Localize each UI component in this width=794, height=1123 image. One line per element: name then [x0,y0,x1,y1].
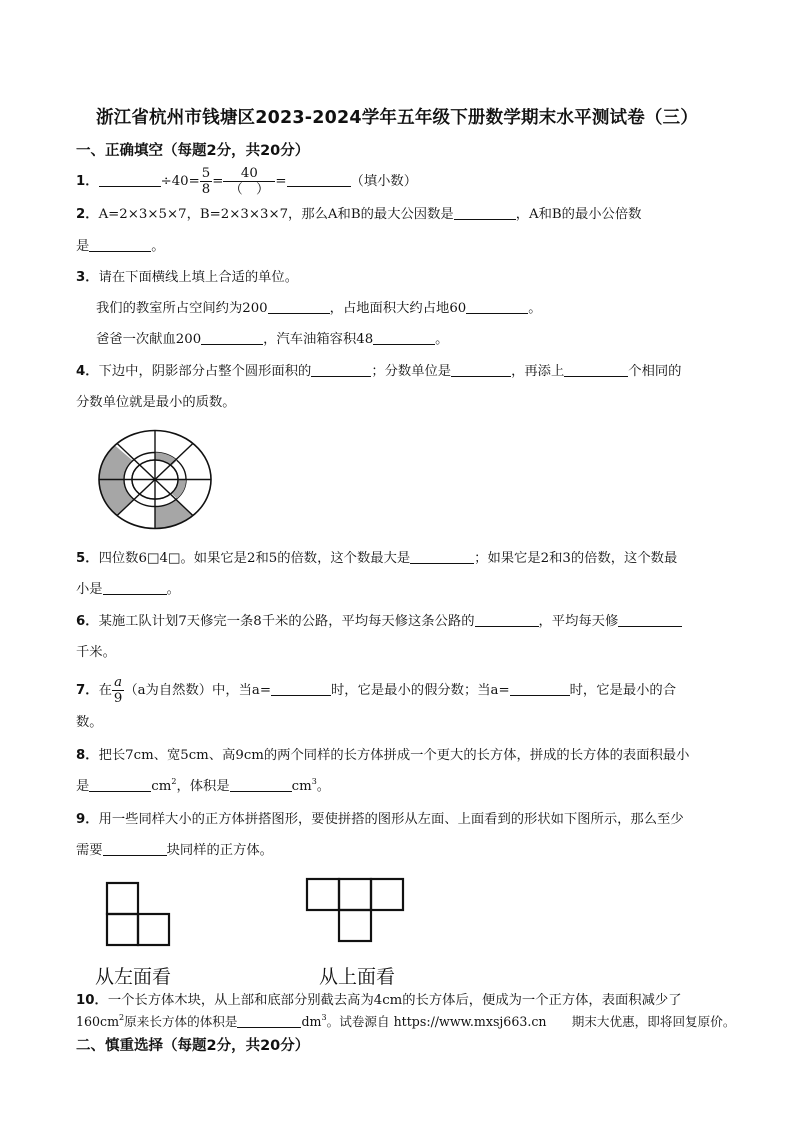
answer-blank[interactable] [451,362,511,377]
question-3-line-2: 我们的教室所占空间约为200 ，占地面积大约占地60 。 [96,301,542,316]
question-number: 7． [76,683,99,698]
question-number: 8． [76,748,99,763]
question-number: 1． [76,174,99,189]
answer-blank[interactable] [268,299,330,314]
answer-blank[interactable] [237,1013,301,1028]
section-2-heading: 二、慎重选择（每题2分，共20分） [76,1038,310,1054]
fraction-40-blank[interactable]: $\frac{40}{( )}$ [223,166,275,197]
answer-blank[interactable] [271,681,331,696]
question-10: 10．一个长方体木块，从上部和底部分别截去高为4cm的长方体后，便成为一个正方体，表面积减少了 [76,993,682,1008]
section-1-heading: 一、正确填空（每题2分，共20分） [76,143,310,159]
answer-blank[interactable] [373,330,435,345]
question-5: 5．四位数6□4□。如果它是2和5的倍数，这个数最大是 ；如果它是2和3的倍数，这个数最 [76,551,678,566]
question-8: 8．把长7cm、宽5cm、高9cm的两个同样的长方体拼成一个更大的长方体，拼成的长方体的表面积最小 [76,748,690,763]
fraction-a-9: $\frac{a}{9}$ [113,675,123,706]
answer-blank[interactable] [466,299,528,314]
answer-blank[interactable] [618,612,682,627]
question-9-line-2: 需要 块同样的正方体。 [76,843,273,858]
top-view-figure [305,877,405,943]
question-number: 5． [76,551,99,566]
question-number: 6． [76,614,99,629]
source-note: 。试卷源自 https://www.mxsj663.cn 期末大优惠，即将回复原价。 [326,1014,736,1029]
question-10-line-2: $160cm^2$原来长方体的体积是 $dm^3$。试卷源自 https://www.mxsj663.cn 期末大优惠，即将回复原价。 [76,1013,736,1029]
answer-blank[interactable] [103,841,167,856]
fraction-5-8: $\frac{5}{8}$ [201,166,211,197]
left-view-figure [105,881,173,947]
answer-blank[interactable] [103,580,167,595]
question-7-line-2: 数。 [76,715,103,730]
answer-blank[interactable] [311,362,371,377]
question-number: 3． [76,270,99,285]
question-9: 9．用一些同样大小的正方体拼搭图形，要使拼搭的图形从左面、上面看到的形状如下图所示，那么至少 [76,812,684,827]
answer-blank[interactable] [510,681,570,696]
question-number: 2． [76,207,99,222]
question-number: 4． [76,364,99,379]
top-view-label: 从上面看 [319,966,396,988]
question-5-line-2: 小是 。 [76,582,180,597]
answer-blank[interactable] [89,777,151,792]
question-3-line-3: 爸爸一次献血200 ，汽车油箱容积48 。 [96,332,449,347]
answer-blank[interactable] [230,777,292,792]
page-title: 浙江省杭州市钱塘区2023-2024学年五年级下册数学期末水平测试卷（三） [95,108,699,128]
question-6: 6．某施工队计划7天修完一条8千米的公路，平均每天修这条公路的 ，平均每天修 [76,612,682,632]
question-1: 1． ÷40= $\frac{5}{8}$ = $\frac{40}{( )}$ = （填小数） [76,166,418,197]
answer-blank[interactable] [475,612,539,627]
answer-blank[interactable] [201,330,263,345]
question-4: 4．下边中，阴影部分占整个圆形面积的 ；分数单位是 ，再添上 个相同的 [76,364,682,379]
question-6-line-2: 千米。 [76,645,116,660]
answer-blank[interactable] [564,362,628,377]
answer-blank[interactable] [99,172,161,187]
question-2: 2．A=2×3×5×7，B=2×3×3×7，那么A和B的最大公因数是 ，A和B的最小公倍数 [76,207,642,222]
answer-blank[interactable] [454,205,516,220]
question-4-line-2: 分数单位就是最小的质数。 [76,395,236,410]
answer-blank[interactable] [287,172,351,187]
answer-blank[interactable] [410,549,474,564]
question-8-line-2: 是 $cm^2$，体积是 $cm^3$。 [76,777,331,794]
left-view-label: 从左面看 [95,966,172,988]
question-3: 3．请在下面横线上填上合适的单位。 [76,270,299,285]
question-number: 10． [76,993,108,1008]
shaded-circle-figure [96,428,214,532]
question-number: 9． [76,812,99,827]
question-7: 7．在 $\frac{a}{9}$ （a为自然数）中，当a= 时，它是最小的假分数；当a= 时，它是最小的合 [76,675,677,706]
question-2-line-2: 是 。 [76,239,165,254]
answer-blank[interactable] [89,237,151,252]
